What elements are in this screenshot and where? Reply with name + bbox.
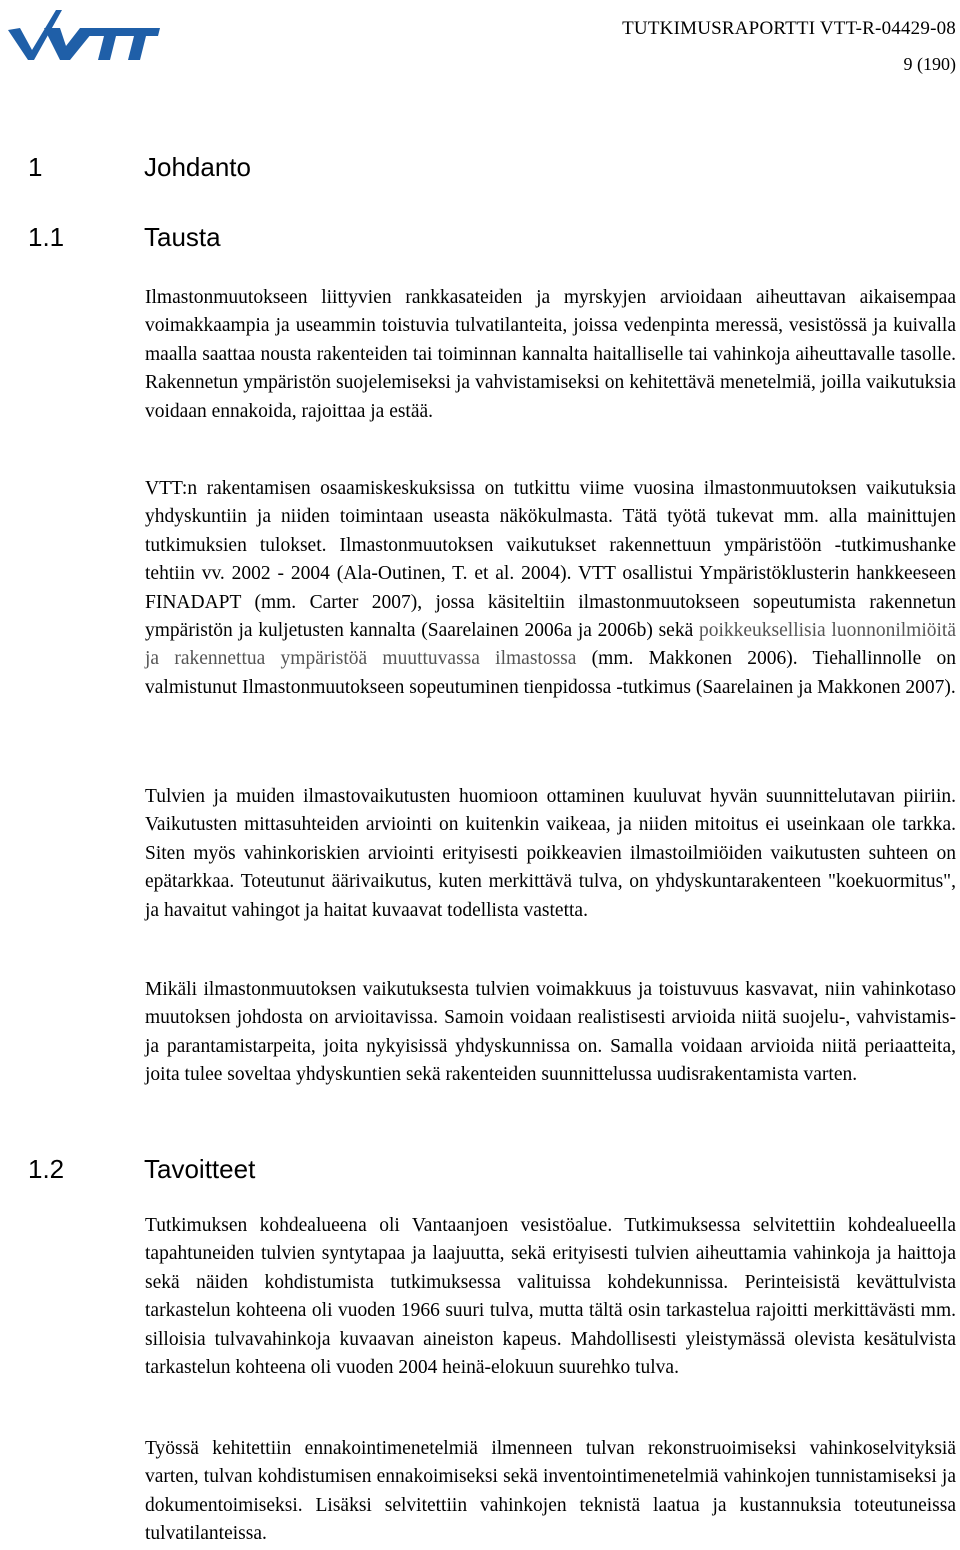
section-title: Johdanto (144, 152, 251, 182)
paragraph-tavoitteet-1: Tutkimuksen kohdealueena oli Vantaanjoen vesistöalue. Tutkimuksessa selvitettiin kohdealueella tapahtuneiden tulvien syntytapaa ja laajuutta, sekä erityisesti tulvien aiheuttamia vahinkoja ja haittoja sekä näiden kohdistumista tutkimuksessa valituissa kohdekunnissa. Perinteisistä kevättulvista tarkastelun kohteena oli vuoden 1966 suuri tulva, mutta tältä osin tarkastelua rajoitti merkittävästi mm. silloisia tulvavahinkoja kuvaavan aineiston kapeus. Mahdollisesti yleistymässä olevista kesätulvista tarkastelun kohteena oli vuoden 2004 heinä-elokuun suurehko tulva. (145, 1215, 956, 1379)
section-heading-tavoitteet (28, 1154, 255, 1185)
paragraph-tausta-3: Tulvien ja muiden ilmastovaikutusten huomioon ottaminen kuuluvat hyvän suunnittelutavan piiriin. Vaikutusten mittasuhteiden arviointi on kuitenkin vaikeaa, ja niiden mitoitus ei useinkaan ole tarkka. Siten myös vahinkoriskien arviointi erityisesti poikkeavien ilmastoilmiöiden vaikutusten suhteen on epätarkkaa. Toteutunut äärivaikutus, kuten merkittävä tulva, on yhdyskuntarakenteen "koekuormitus", ja havaitut vahingot ja haitat kuvaavat todellista vastetta. (145, 786, 956, 921)
paragraph-tavoitteet-2: Työssä kehitettiin ennakointimenetelmiä ilmenneen tulvan rekonstruoimiseksi vahinkoselvityksiä varten, tulvan kohdistumisen ennakoimiseksi sekä inventointimenetelmiä vahinkojen tunnistamiseksi ja dokumentoimiseksi. Lisäksi selvitettiin vahinkojen teknistä laatua ja kustannuksia toteutuneissa tulvatilanteissa. (145, 1438, 956, 1545)
paragraph-text-muted: poikkeuksellisia luonnonilmiöitä ja rakennettua ympäristöä muuttuvassa ilmastossa (145, 620, 956, 670)
report-id: TUTKIMUSRAPORTTI VTT-R-04429-08 (622, 18, 956, 39)
section-number: 1 (28, 152, 43, 182)
paragraph-tausta-4: Mikäli ilmastonmuutoksen vaikutuksesta tulvien voimakkuus ja toistuvuus kasvavat, niin vahinkotaso muutoksen johdosta on arvioitavissa. Samoin voidaan realistisesti arvioida niitä suojelu-, vahvistamis- ja parantamistarpeita, joita nykyisissä yhdyskunnissa on. Samalla voidaan arvioida niitä periaatteita, joita tulee soveltaa yhdyskuntien sekä rakenteiden suunnittelussa uudisrakentamista varten. (145, 979, 956, 1086)
page-number: 9 (190) (903, 54, 956, 74)
section-number: 1.2 (28, 1154, 65, 1184)
paragraph-tausta-1: Ilmastonmuutokseen liittyvien rankkasateiden ja myrskyjen arvioidaan aiheuttavan aikaisempaa voimakkaampia ja useammin toistuvia tulvatilanteita, joissa vedenpinta meressä, vesistössä ja kuivalla maalla saattaa nousta rakenteiden tai toiminnan kannalta haitalliselle tai vahinkoja aiheuttavalle tasolle. Rakennetun ympäristön suojelemiseksi ja vahvistamiseksi on kehitettävä menetelmiä, joilla vaikutuksia voidaan ennakoida, rajoittaa ja estää. (145, 287, 956, 422)
paragraph-tausta-2 (145, 475, 956, 702)
section-heading-tausta (28, 222, 221, 253)
paragraph-text: VTT:n rakentamisen osaamiskeskuksissa on tutkittu viime vuosina ilmastonmuutoksen vaikutuksia yhdyskuntiin ja niiden toimintaan useasta näkökulmasta. Tätä työtä tukevat mm. alla mainittujen tutkimuksien tulokset. Ilmastonmuutoksen vaikutukset rakennettuun ympäristöön -tutkimushanke tehtiin vv. 2002 - 2004 (Ala-Outinen, T. et al. 2004). VTT osallistui Ympäristöklusterin hankkeeseen FINADAPT (mm. Carter 2007), jossa käsiteltiin ilmastonmuutokseen sopeutumista rakennetun ympäristön ja kuljetusten kannalta (Saarelainen 2006a ja 2006b) sekä (145, 478, 956, 642)
section-number: 1.1 (28, 222, 65, 252)
section-heading-johdanto (28, 152, 251, 183)
paragraph-text: (mm. Makkonen 2006). Tiehallinnolle on valmistunut Ilmastonmuutokseen sopeutuminen tienpidossa -tutkimus (Saarelainen ja Makkonen 2007). (145, 648, 956, 698)
section-title: Tavoitteet (144, 1154, 256, 1184)
vtt-logo (4, 6, 160, 64)
vtt-logo-graphic (4, 6, 160, 64)
section-title: Tausta (144, 222, 221, 252)
